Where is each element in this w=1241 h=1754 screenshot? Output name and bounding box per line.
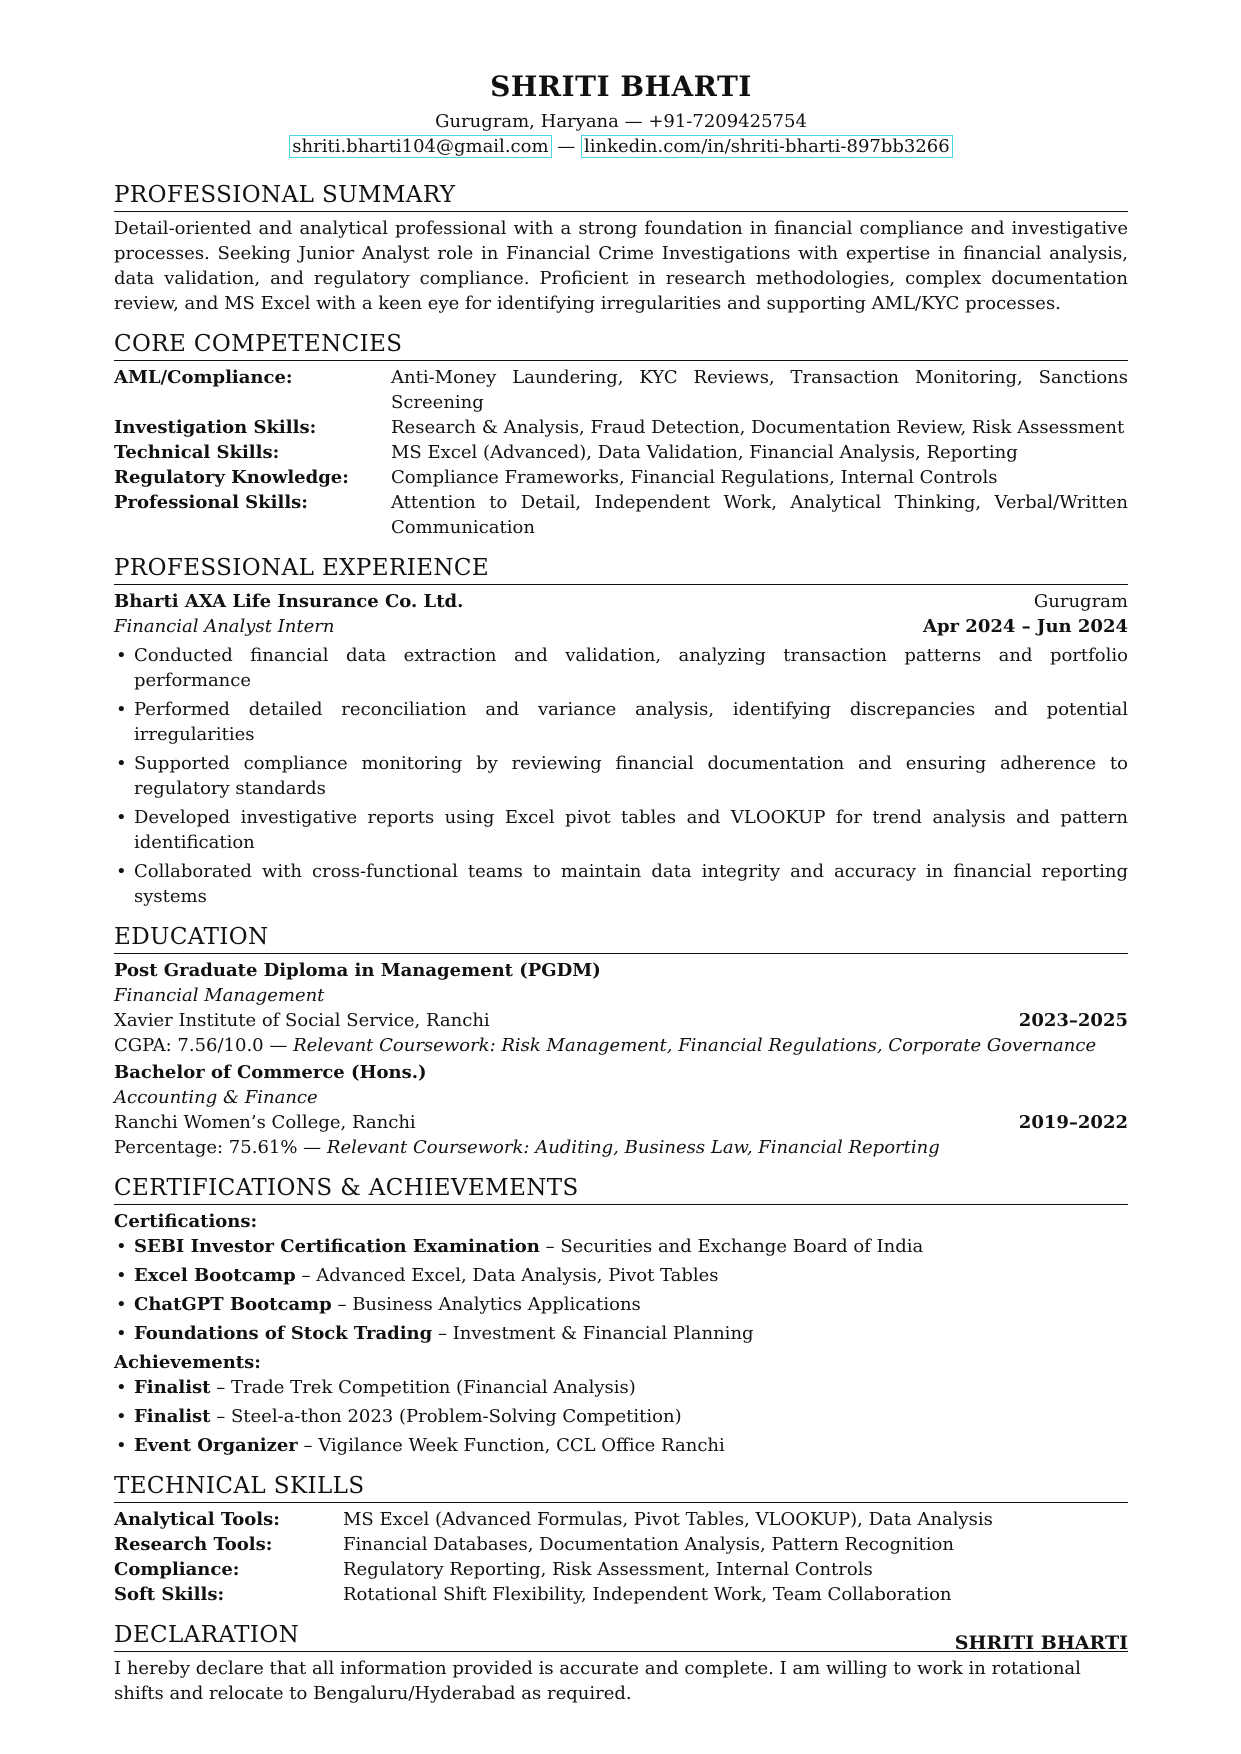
skill-key: Research Tools: <box>114 1534 273 1555</box>
declaration-text: I hereby declare that all information provided is accurate and complete. I am willing to work in rotational shifts and relocate to Bengaluru/Hyderabad as required. <box>114 1658 1081 1704</box>
achievement-detail: – Trade Trek Competition (Financial Analysis) <box>210 1377 636 1398</box>
institution-name: Xavier Institute of Social Service, Ranchi <box>114 1010 490 1031</box>
education-score: CGPA: 7.56/10.0 — <box>114 1035 294 1056</box>
job-dates: Apr 2024 – Jun 2024 <box>923 616 1128 637</box>
declaration-section-title: DECLARATION <box>114 1621 1128 1652</box>
competencies-table <box>114 365 1128 540</box>
list-item: • Conducted financial data extraction and validation, analyzing transaction patterns and portfolio performance <box>114 643 1128 693</box>
list-item <box>114 1375 1128 1400</box>
cert-name: Foundations of Stock Trading <box>134 1323 433 1344</box>
list-item <box>114 1433 1128 1458</box>
achievement-detail: – Steel-a-thon 2023 (Problem-Solving Competition) <box>210 1406 682 1427</box>
list-item <box>114 1292 1128 1317</box>
summary-section-title: PROFESSIONAL SUMMARY <box>114 181 1128 212</box>
cert-name: SEBI Investor Certification Examination <box>134 1236 540 1257</box>
list-item <box>114 1404 1128 1429</box>
competency-key: Professional Skills: <box>114 492 308 513</box>
education-coursework: Relevant Coursework: Risk Management, Financial Regulations, Corporate Governance <box>293 1035 1097 1056</box>
skill-value: MS Excel (Advanced Formulas, Pivot Tables, VLOOKUP), Data Analysis <box>343 1509 993 1530</box>
achievement-name: Finalist <box>134 1406 211 1427</box>
education-details <box>114 1135 1128 1160</box>
competency-value: Research & Analysis, Fraud Detection, Documentation Review, Risk Assessment <box>391 417 1125 438</box>
cert-name: ChatGPT Bootcamp <box>134 1294 332 1315</box>
competency-row <box>114 490 1128 540</box>
achievements-list <box>114 1375 1128 1458</box>
technical-skills-table <box>114 1507 1128 1607</box>
competency-key: Investigation Skills: <box>114 417 317 438</box>
competency-row <box>114 465 1128 490</box>
institution-row <box>114 1008 1128 1033</box>
skill-value: Rotational Shift Flexibility, Independent Work, Team Collaboration <box>343 1584 952 1605</box>
education-details <box>114 1033 1128 1058</box>
cert-detail: – Investment & Financial Planning <box>432 1323 754 1344</box>
competency-row <box>114 440 1128 465</box>
experience-role-row <box>114 614 1128 639</box>
cert-detail: – Advanced Excel, Data Analysis, Pivot Tables <box>295 1265 719 1286</box>
contact-separator: — <box>551 136 581 157</box>
skill-key: Compliance: <box>114 1559 240 1580</box>
institution-row <box>114 1110 1128 1135</box>
contact-links <box>114 134 1128 159</box>
cert-detail: – Securities and Exchange Board of India <box>539 1236 924 1257</box>
achievement-name: Event Organizer <box>134 1435 298 1456</box>
education-entry <box>114 958 1128 1058</box>
skill-key: Analytical Tools: <box>114 1509 280 1530</box>
list-item <box>114 1263 1128 1288</box>
company-location: Gurugram <box>1033 591 1128 612</box>
institution-name: Ranchi Women’s College, Ranchi <box>114 1112 416 1133</box>
competencies-section-title: CORE COMPETENCIES <box>114 330 1128 361</box>
list-item: • Supported compliance monitoring by reviewing financial documentation and ensuring adherence to regulatory standards <box>114 751 1128 801</box>
table-row <box>114 1582 1128 1607</box>
experience-company-row <box>114 589 1128 614</box>
education-score: Percentage: 75.61% — <box>114 1137 327 1158</box>
list-item: • Performed detailed reconciliation and variance analysis, identifying discrepancies and potential irregularities <box>114 697 1128 747</box>
competency-value: Attention to Detail, Independent Work, Analytical Thinking, Verbal/Written Communication <box>391 492 1128 538</box>
list-item: • Collaborated with cross-functional teams to maintain data integrity and accuracy in financial reporting systems <box>114 859 1128 909</box>
list-item: • Developed investigative reports using Excel pivot tables and VLOOKUP for trend analysis and pattern identification <box>114 805 1128 855</box>
certifications-heading: Certifications: <box>114 1211 258 1232</box>
skill-value: Financial Databases, Documentation Analysis, Pattern Recognition <box>343 1534 954 1555</box>
company-name: Bharti AXA Life Insurance Co. Ltd. <box>114 591 464 612</box>
competency-row <box>114 365 1128 415</box>
degree-name: Post Graduate Diploma in Management (PGDM) <box>114 960 601 981</box>
candidate-name: SHRITI BHARTI <box>490 70 752 103</box>
competency-value: MS Excel (Advanced), Data Validation, Financial Analysis, Reporting <box>391 442 1018 463</box>
table-row <box>114 1557 1128 1582</box>
competency-value: Compliance Frameworks, Financial Regulations, Internal Controls <box>391 467 998 488</box>
education-entry <box>114 1060 1128 1160</box>
competency-key: AML/Compliance: <box>114 367 293 388</box>
education-coursework: Relevant Coursework: Auditing, Business Law, Financial Reporting <box>326 1137 940 1158</box>
competency-row <box>114 415 1128 440</box>
competency-key: Regulatory Knowledge: <box>114 467 349 488</box>
degree-major: Accounting & Finance <box>114 1087 318 1108</box>
table-row <box>114 1507 1128 1532</box>
resume-header <box>114 70 1128 159</box>
education-years: 2023–2025 <box>1018 1010 1128 1031</box>
location-phone: Gurugram, Haryana — +91-7209425754 <box>435 111 807 132</box>
experience-section-title: PROFESSIONAL EXPERIENCE <box>114 554 1128 585</box>
certifications-list <box>114 1234 1128 1346</box>
list-item <box>114 1234 1128 1259</box>
cert-detail: – Business Analytics Applications <box>331 1294 641 1315</box>
education-section-title: EDUCATION <box>114 923 1128 954</box>
certifications-section-title: CERTIFICATIONS & ACHIEVEMENTS <box>114 1174 1128 1205</box>
achievement-detail: – Vigilance Week Function, CCL Office Ranchi <box>297 1435 725 1456</box>
competency-key: Technical Skills: <box>114 442 280 463</box>
list-item <box>114 1321 1128 1346</box>
achievement-name: Finalist <box>134 1377 211 1398</box>
signature-name: SHRITI BHARTI <box>954 1632 1128 1654</box>
skill-value: Regulatory Reporting, Risk Assessment, Internal Controls <box>343 1559 873 1580</box>
table-row <box>114 1532 1128 1557</box>
degree-name: Bachelor of Commerce (Hons.) <box>114 1062 427 1083</box>
education-years: 2019–2022 <box>1018 1112 1128 1133</box>
linkedin-link[interactable]: linkedin.com/in/shriti-bharti-897bb3266 <box>581 135 953 158</box>
achievements-heading: Achievements: <box>114 1352 261 1373</box>
technical-section-title: TECHNICAL SKILLS <box>114 1472 1128 1503</box>
degree-major: Financial Management <box>114 985 325 1006</box>
summary-text: Detail-oriented and analytical professional with a strong foundation in financial compliance and investigative processes. Seeking Junior Analyst role in Financial Crime Investigations with expertise in financial analysis, data validation, and regulatory compliance. Proficient in research methodologies, complex documentation review, and MS Excel with a keen eye for identifying irregularities and supporting AML/KYC processes. <box>114 218 1128 314</box>
job-role: Financial Analyst Intern <box>114 616 335 637</box>
skill-key: Soft Skills: <box>114 1584 225 1605</box>
email-link[interactable]: shriti.bharti104@gmail.com <box>289 135 551 158</box>
experience-bullets <box>114 643 1128 909</box>
competency-value: Anti-Money Laundering, KYC Reviews, Transaction Monitoring, Sanctions Screening <box>391 367 1128 413</box>
cert-name: Excel Bootcamp <box>134 1265 296 1286</box>
